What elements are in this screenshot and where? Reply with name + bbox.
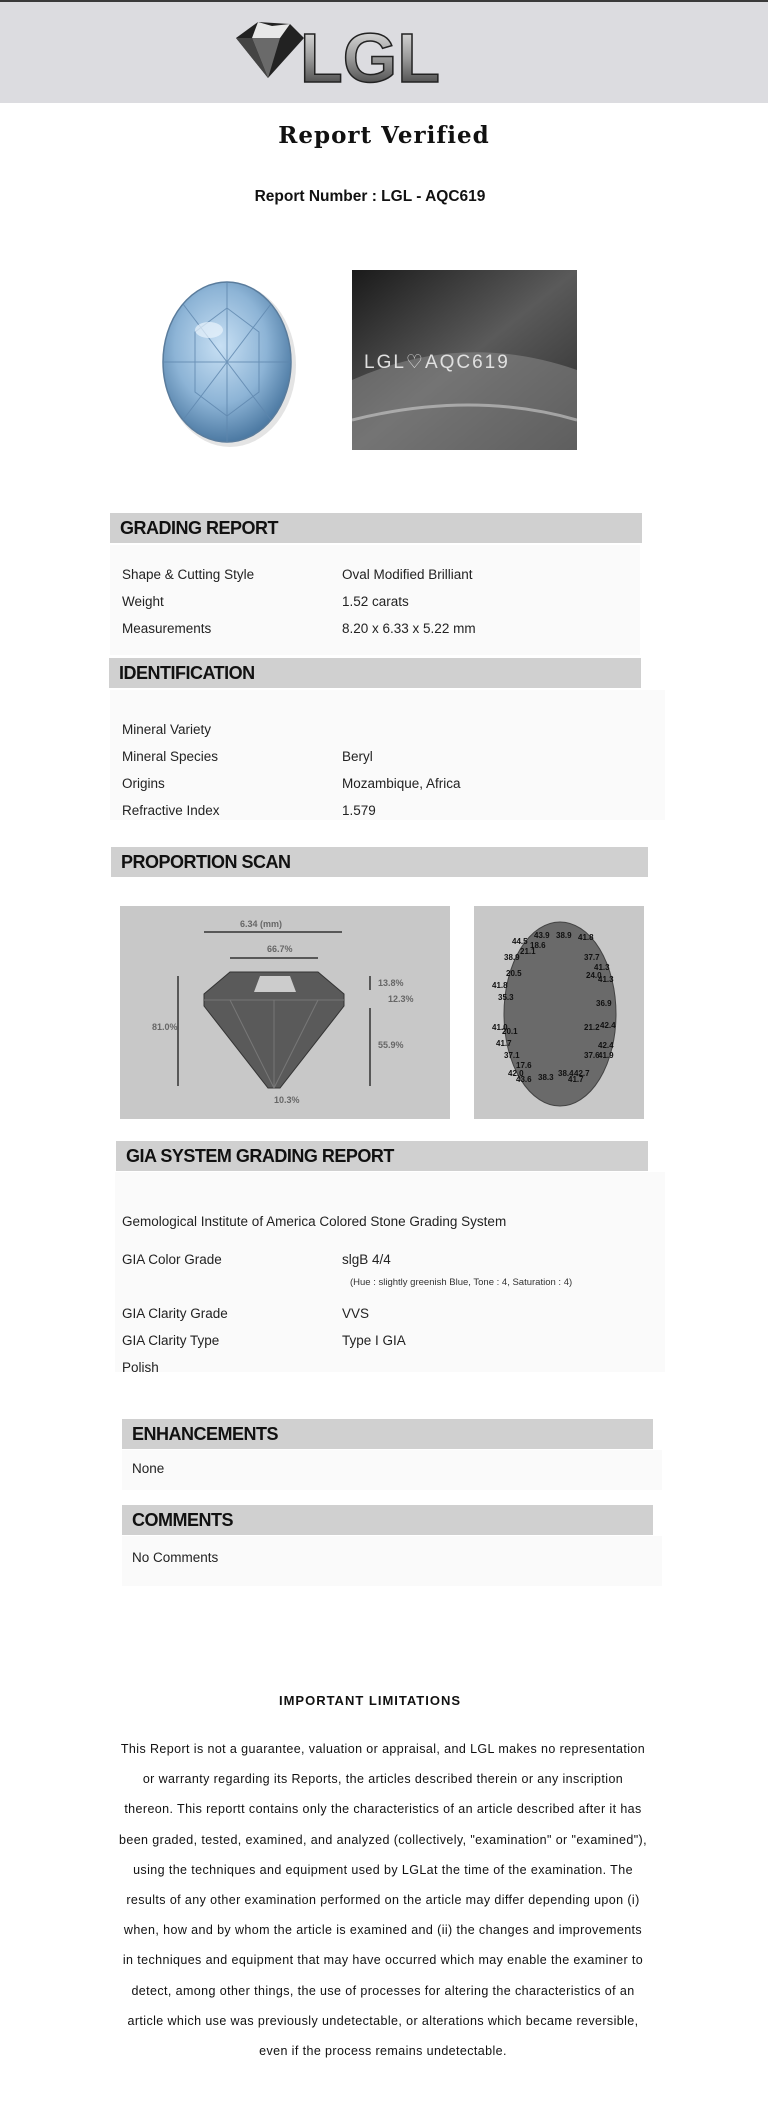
inscription-text: LGL♡AQC619 (364, 352, 510, 373)
lgl-logo (232, 14, 492, 94)
top-view-value: 21.2 (584, 1023, 600, 1032)
origins-label: Origins (122, 776, 165, 791)
identification-header: IDENTIFICATION (109, 658, 641, 688)
top-view-value: 38.9 (504, 953, 520, 962)
gia-color-value: slgB 4/4 (342, 1252, 391, 1267)
top-view-value: 41.3 (594, 963, 610, 972)
top-view-value: 24.0 (586, 971, 602, 980)
gia-clarity-type-label: GIA Clarity Type (122, 1333, 220, 1348)
top-view-value: 43.6 (516, 1075, 532, 1084)
gia-clarity-grade-label: GIA Clarity Grade (122, 1306, 228, 1321)
top-view-value: 37.7 (584, 953, 600, 962)
page-title: Report Verified (278, 122, 490, 149)
top-view-value: 41.7 (568, 1075, 584, 1084)
comments-value: No Comments (132, 1550, 219, 1565)
top-view-value: 41.8 (492, 981, 508, 990)
top-view-value: 37.6 (584, 1051, 600, 1060)
mineral-species-value: Beryl (342, 749, 373, 764)
gia-clarity-type-value: Type I GIA (342, 1333, 406, 1348)
measurements-value: 8.20 x 6.33 x 5.22 mm (342, 621, 476, 636)
top-view-value: 41.7 (496, 1039, 512, 1048)
shape-value: Oval Modified Brilliant (342, 567, 473, 582)
gia-report-header: GIA SYSTEM GRADING REPORT (116, 1141, 648, 1171)
limitations-title: IMPORTANT LIMITATIONS (278, 1693, 462, 1708)
gia-system-text: Gemological Institute of America Colored Stone Grading System (122, 1214, 507, 1229)
mineral-variety-label: Mineral Variety (122, 722, 212, 737)
top-view-value: 43.9 (534, 931, 550, 940)
weight-value: 1.52 carats (342, 594, 409, 609)
refractive-index-label: Refractive Index (122, 803, 220, 818)
report-number: Report Number : LGL - AQC619 (254, 188, 486, 205)
crown-label: 13.8% (378, 978, 404, 988)
top-view-value: 42.0 (508, 1069, 524, 1078)
polish-label: Polish (122, 1360, 159, 1375)
pavilion-label: 55.9% (378, 1040, 404, 1050)
top-view-value: 35.3 (498, 993, 514, 1002)
grading-report-header: GRADING REPORT (110, 513, 642, 543)
proportion-scan-header: PROPORTION SCAN (111, 847, 648, 877)
girdle-label: 12.3% (388, 994, 414, 1004)
top-view-value: 41.3 (598, 975, 614, 984)
gia-clarity-grade-value: VVS (342, 1306, 370, 1321)
inscription-photo (352, 270, 577, 450)
limitations-body: This Report is not a guarantee, valuation or appraisal, and LGL makes no representation or warranty regarding its Reports, the articles described therein or any inscription thereon. This reportt contains only the characteristics of an article described after it has been graded, tested, examined, and analyzed (collectively, "examination" or "examined"), using the techniques and equipment used by LGLat the time of the examination. The results of any other examination performed on the article may differ depending upon (i) when, how and by whom the article is examined and (ii) the changes and improvements in techniques and equipment that may have occurred which may enable the examiner to detect, among other things, the use of processes for altering the characteristics of an article which use was previously undetectable, or alterations which became reversible, even if the process remains undetectable. (119, 1742, 647, 2059)
top-view-value: 42.4 (600, 1021, 616, 1030)
comments-header: COMMENTS (122, 1505, 653, 1535)
top-view-value: 37.1 (504, 1051, 520, 1060)
enhancements-panel (122, 1450, 662, 1490)
measurements-label: Measurements (122, 621, 212, 636)
top-view-value: 44.5 (512, 937, 528, 946)
gia-hue-note: (Hue : slightly greenish Blue, Tone : 4, Saturation : 4) (350, 1277, 573, 1288)
top-view-value: 41.8 (578, 933, 594, 942)
top-view-value: 20.5 (506, 969, 522, 978)
top-view-value: 20.1 (502, 1027, 518, 1036)
depth-label: 81.0% (152, 1022, 178, 1032)
top-view-value: 42.7 (574, 1069, 590, 1078)
shape-label: Shape & Cutting Style (122, 567, 255, 582)
refractive-index-value: 1.579 (342, 803, 376, 818)
origins-value: Mozambique, Africa (342, 776, 461, 791)
top-view-value: 38.3 (538, 1073, 554, 1082)
top-view-value: 38.4 (558, 1069, 574, 1078)
diamond-icon (236, 22, 304, 78)
top-view-value: 17.6 (516, 1061, 532, 1070)
top-view-value: 36.9 (596, 999, 612, 1008)
top-view-value: 18.6 (530, 941, 546, 950)
weight-label: Weight (122, 594, 164, 609)
enhancements-value: None (132, 1461, 165, 1476)
top-view-diagram (474, 906, 644, 1119)
top-view-value: 38.9 (556, 931, 572, 940)
top-view-value: 42.4 (598, 1041, 614, 1050)
top-view-value: 21.1 (520, 947, 536, 956)
gem-side-silhouette (204, 972, 344, 1088)
enhancements-header: ENHANCEMENTS (122, 1419, 653, 1449)
gia-color-label: GIA Color Grade (122, 1252, 222, 1267)
width-label: 6.34 (mm) (240, 919, 283, 929)
top-view-value: 41.0 (492, 1023, 508, 1032)
top-view-value: 41.9 (598, 1051, 614, 1060)
side-profile-diagram (120, 906, 450, 1119)
gem-photo (133, 268, 323, 458)
mineral-species-label: Mineral Species (122, 749, 219, 764)
logo-text: LGL (300, 19, 440, 94)
culet-label: 10.3% (274, 1095, 300, 1105)
table-label: 66.7% (267, 944, 293, 954)
